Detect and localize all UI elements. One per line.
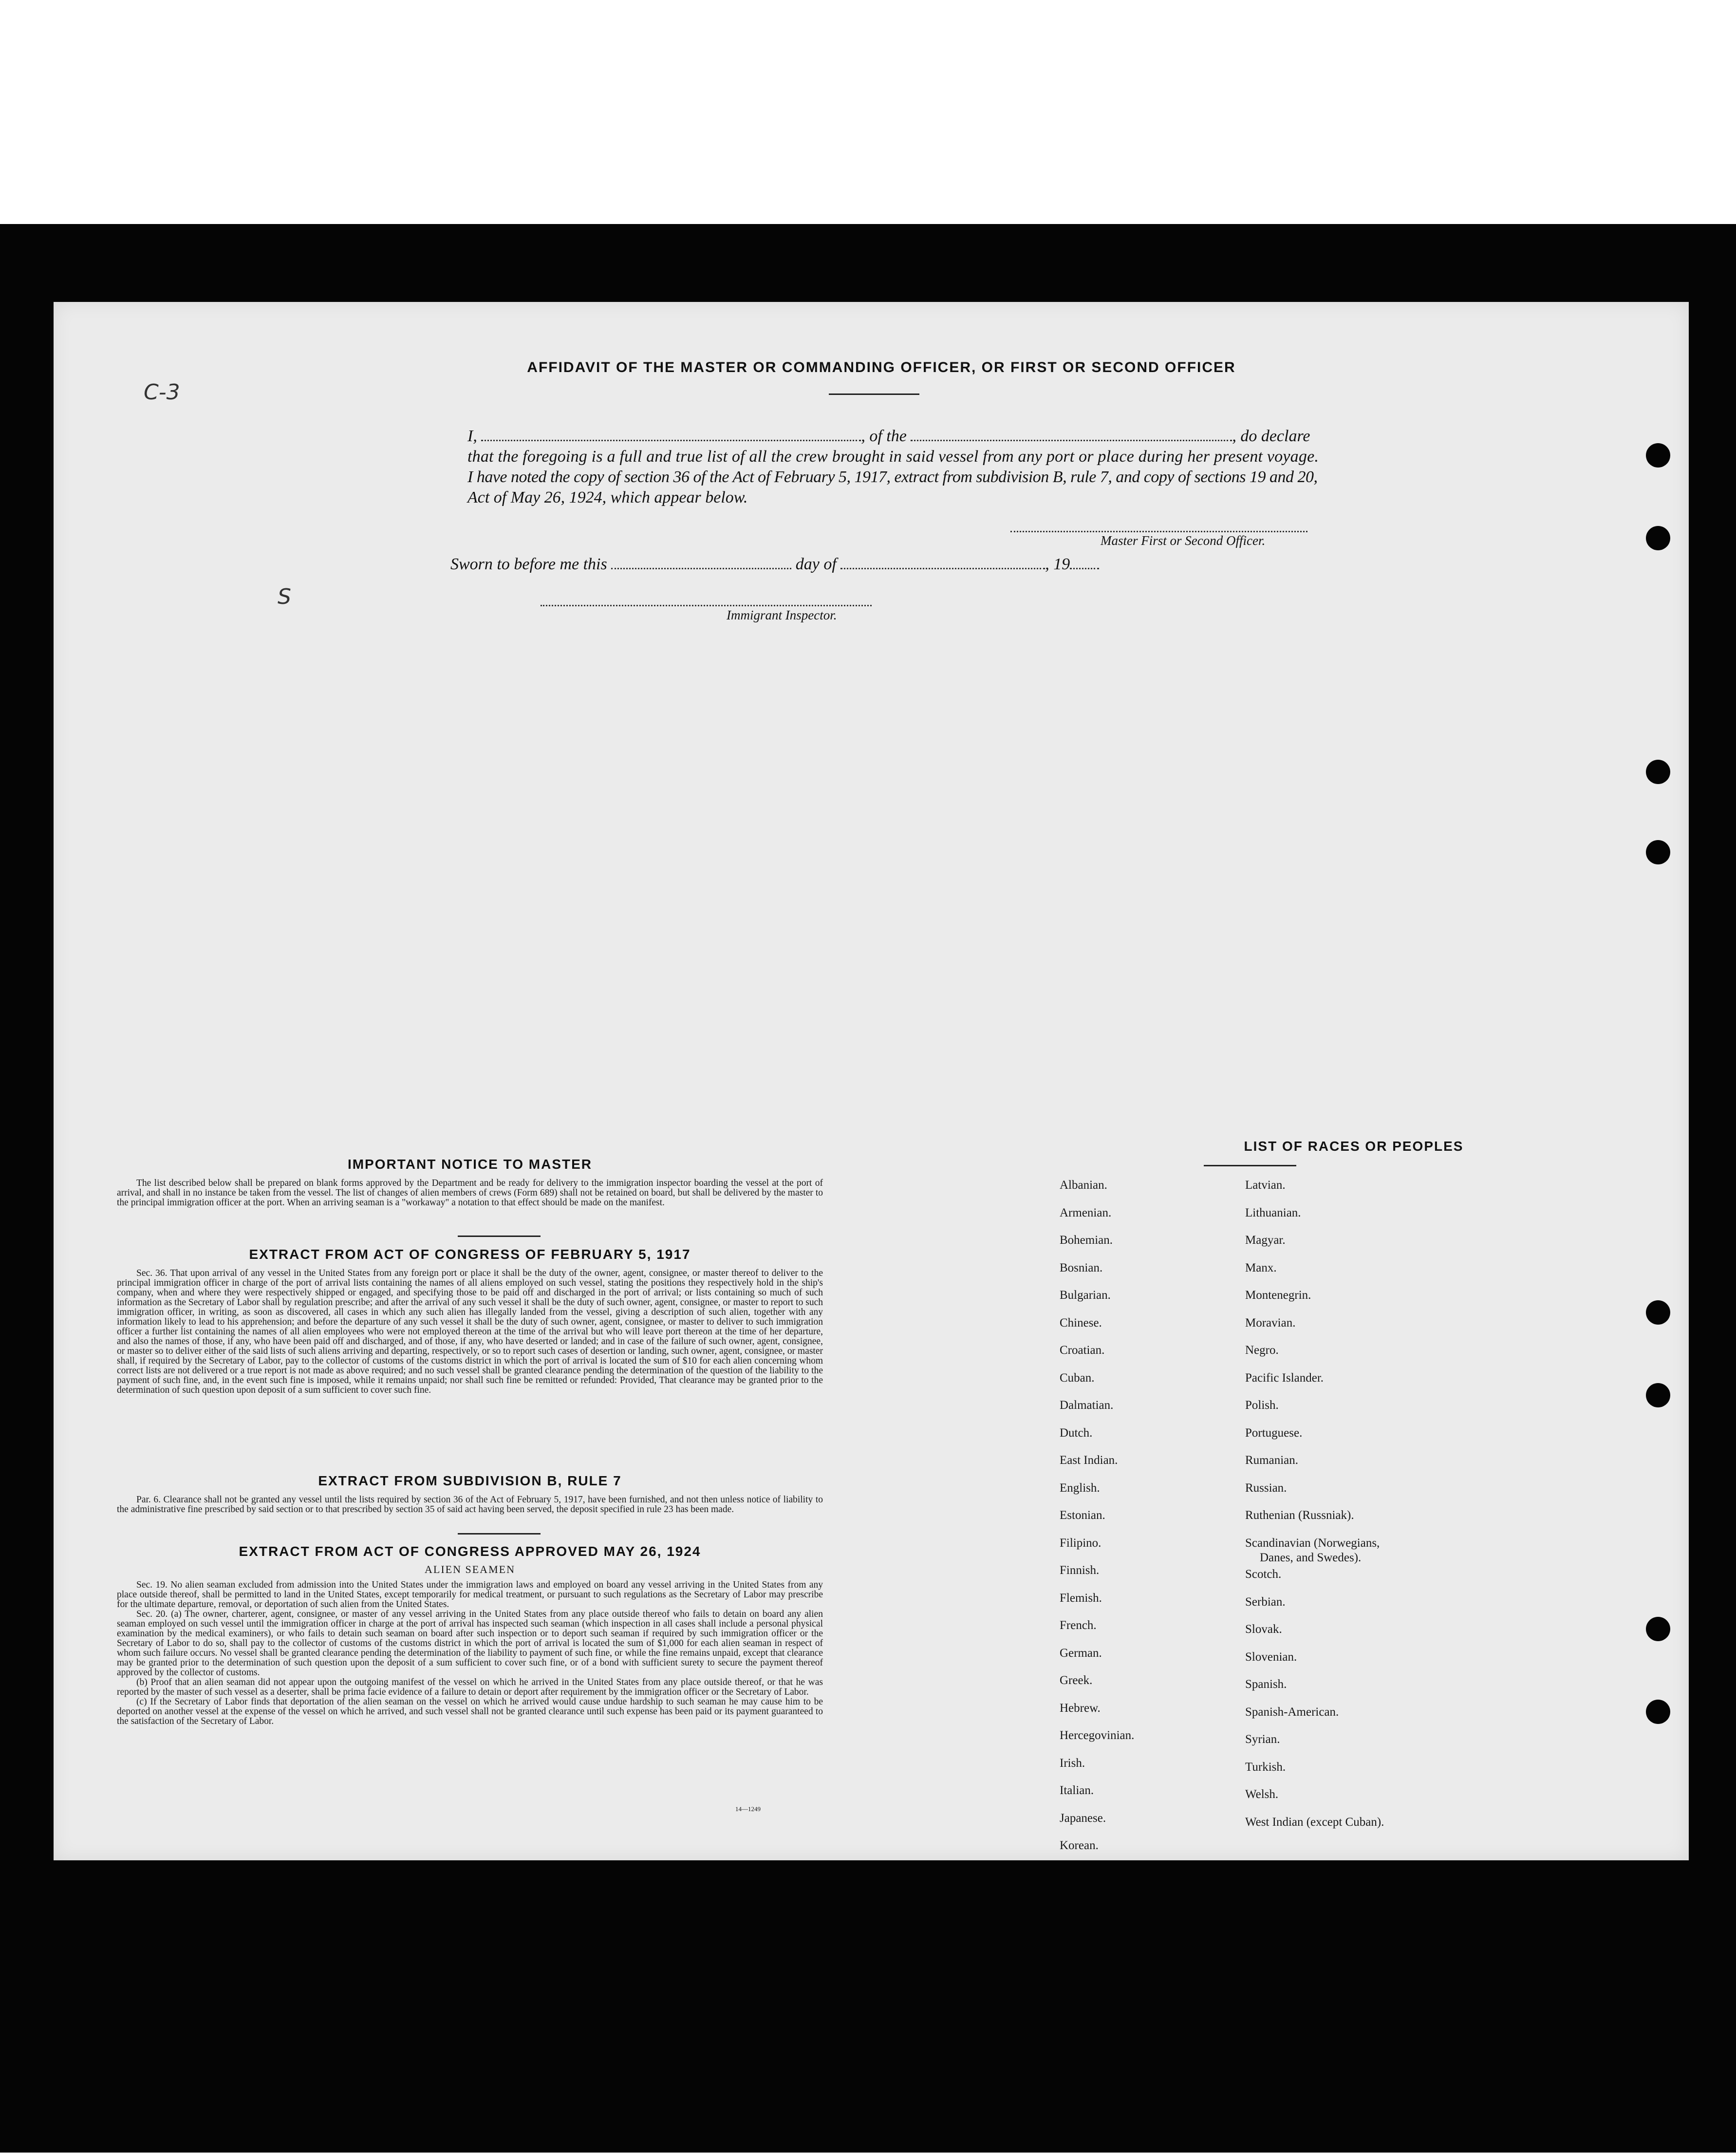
race-item: Ruthenian (Russniak).	[1245, 1509, 1354, 1522]
race-item: English.	[1060, 1481, 1100, 1495]
race-item: Moravian.	[1245, 1316, 1296, 1329]
master-name-field[interactable]	[481, 427, 861, 441]
race-item: Japanese.	[1060, 1811, 1106, 1825]
sworn-line	[450, 555, 1099, 574]
race-item: Flemish.	[1060, 1591, 1102, 1605]
notice-title: IMPORTANT NOTICE TO MASTER	[347, 1157, 593, 1172]
inspector-signature-label: Immigrant Inspector.	[727, 608, 837, 622]
race-item: Chinese.	[1060, 1316, 1102, 1329]
race-item: German.	[1060, 1646, 1102, 1660]
race-item: Latvian.	[1245, 1179, 1286, 1192]
race-item: Scotch.	[1245, 1568, 1282, 1581]
race-item: East Indian.	[1060, 1454, 1118, 1467]
race-item: Montenegrin.	[1245, 1289, 1311, 1302]
race-item: French.	[1060, 1619, 1097, 1632]
act-1924-body	[117, 1580, 823, 1726]
document-page	[54, 302, 1689, 1860]
race-item: Hebrew.	[1060, 1701, 1101, 1715]
act-1924-sec20c: (c) If the Secretary of Labor finds that deportation of the alien seaman on the vessel on which he arrived would cause undue hardship to such seaman he may cause him to be deported on another vessel at the expense of the vessel on which he arrived, and such vessel shall not be granted clearance until such expense has been paid or its payment guaranteed to the satisfaction of the Secretary of Labor.	[117, 1697, 823, 1726]
race-item: Portuguese.	[1245, 1426, 1303, 1440]
race-item: Manx.	[1245, 1261, 1277, 1274]
race-item: Syrian.	[1245, 1733, 1280, 1746]
handwritten-note-top-left: C-3	[144, 380, 180, 405]
sworn-day-of-label: day of	[795, 555, 837, 573]
affidavit-title-rule	[829, 393, 919, 395]
race-item: Hercegovinian.	[1060, 1729, 1135, 1742]
race-item: Bohemian.	[1060, 1234, 1113, 1247]
punch-hole	[1646, 1700, 1670, 1724]
races-title-rule	[1204, 1165, 1296, 1166]
act-1917-sec36: Sec. 36. That upon arrival of any vessel in the United States from any foreign port or place it shall be the duty of the owner, agent, consignee, or master thereof to deliver to the principal immigration officer in charge of the port of arrival lists containing the names of all aliens employed on such vessel, stating the positions they respectively hold in the ship's company, when and where they were respectively shipped or engaged, and specifying those to be paid off and discharged in the port of arrival; or lists containing so much of such information as the Secretary of Labor shall by regulation prescribe; and after the arrival of any such vessel it shall be the duty of such owner, agent, consignee, or master to report to such immigration officer, in writing, as soon as discovered, all cases in which any such alien has illegally landed from the vessel, giving a description of such alien, together with any information likely to lead to his apprehension; and before the departure of any such vessel it shall be the duty of such owner, agent, consignee, or master to deliver to such immigration officer a further list containing the names of all alien employees who were not employed thereon at the time of the arrival but who will leave port thereon at the time of her departure, and also the names of those, if any, who have been paid off and discharged, and of those, if any, who have deserted or landed; and in case of the failure of such owner, agent, consignee, or master so to deliver either of the said lists of such aliens arriving and departing, respectively, or so to report such cases of desertion or landing, such owner, agent, consignee, or master shall, if required by the Secretary of Labor, pay to the collector of customs of the customs district in which the port of arrival is located the sum of $10 for each alien concerning whom correct lists are not delivered or a true report is not made as above required; and no such vessel shall be granted clearance pending the determination of the question of the liability to the payment of such fine, and, in the event such fine is imposed, while it remains unpaid; nor shall such fine be remitted or refunded: Provided, That clearance may be granted prior to the determination of such question upon deposit of a sum sufficient to cover such fine.	[117, 1268, 823, 1395]
master-signature-label: Master First or Second Officer.	[1101, 533, 1266, 548]
punch-hole	[1646, 443, 1670, 468]
race-item: Finnish.	[1060, 1564, 1100, 1577]
affidavit-title: AFFIDAVIT OF THE MASTER OR COMMANDING OFFICER, OR FIRST OR SECOND OFFICER	[527, 359, 1236, 375]
act-1917-title: EXTRACT FROM ACT OF CONGRESS OF FEBRUARY 5, 1917	[249, 1247, 691, 1262]
affidavit-line-4: Act of May 26, 1924, which appear below.	[467, 488, 748, 506]
affidavit-line-2: that the foregoing is a full and true list of all the crew brought in said vessel from any port or place during her present voyage.	[467, 448, 1319, 466]
race-item: Spanish.	[1245, 1678, 1287, 1691]
sworn-day-field[interactable]	[611, 555, 791, 569]
sworn-label: Sworn to before me this	[450, 555, 607, 573]
race-item: Croatian.	[1060, 1344, 1105, 1357]
race-item: Rumanian.	[1245, 1454, 1299, 1467]
vessel-name-field[interactable]	[911, 427, 1232, 441]
race-item: Dutch.	[1060, 1426, 1093, 1440]
notice-body	[117, 1179, 823, 1208]
rule-7-body	[117, 1495, 823, 1515]
race-item: Magyar.	[1245, 1234, 1286, 1247]
race-item: Lithuanian.	[1245, 1206, 1301, 1219]
master-signature-field[interactable]	[1010, 531, 1307, 532]
handwritten-margin-mark: S	[278, 584, 291, 609]
races-right-column	[1245, 1179, 1498, 1829]
affidavit-do-declare: , do declare	[1232, 427, 1310, 445]
affidavit-line-3: I have noted the copy of section 36 of the Act of February 5, 1917, extract from subdivision B, rule 7, and copy of sections 19 and 20,	[467, 468, 1318, 486]
affidavit-body	[467, 426, 1383, 508]
race-item: Pacific Islander.	[1245, 1371, 1324, 1385]
races-left-column	[1060, 1179, 1245, 1852]
race-item: Greek.	[1060, 1674, 1093, 1687]
act-1924-sec20b: (b) Proof that an alien seaman did not appear upon the outgoing manifest of the vessel on which he arrived in the United States from any place outside thereof, or that he was reported by the master of such vessel as a deserter, shall be prima facie evidence of a failure to detain or deport after requirement by the immigration officer or the Secretary of Labor.	[117, 1677, 823, 1697]
race-item: Italian.	[1060, 1784, 1094, 1797]
punch-hole	[1646, 840, 1670, 864]
act-1924-sec20a: Sec. 20. (a) The owner, charterer, agent, consignee, or master of any vessel arriving in the United States from any place outside thereof who fails to detain on board any alien seaman employed on such vessel until the immigration officer in charge at the port of arrival has inspected such seaman (which inspection in all cases shall include a personal physical examination by the medical examiners), or who fails to detain such seaman on board after such inspection or to deport such seaman if required by such immigration officer or the Secretary of Labor to do so, shall pay to the collector of customs of the customs district in which the port of arrival is located the sum of $1,000 for each alien seaman in respect of whom such failure occurs. No vessel shall be granted clearance pending the determination of the liability to payment of such fine, or while the fine remains unpaid, except that clearance may be granted prior to the determination of such question upon the deposit of a sum sufficient to cover such fine, or of a bond with sufficient surety to secure the payment thereof approved by the collector of customs.	[117, 1609, 823, 1678]
race-item: Spanish-American.	[1245, 1705, 1339, 1719]
race-item: Negro.	[1245, 1344, 1279, 1357]
race-item: Filipino.	[1060, 1536, 1101, 1550]
sworn-month-field[interactable]	[840, 555, 1045, 569]
punch-hole	[1646, 1300, 1670, 1325]
rule-7-par6: Par. 6. Clearance shall not be granted any vessel until the lists required by section 36 of the Act of February 5, 1917, have been furnished, and not then unless notice of liability to the administrative fine prescribed by said section or to that prescribed by section 35 of said act having been served, the deposit specified in rule 23 has been made.	[117, 1495, 823, 1515]
rule-7-title: EXTRACT FROM SUBDIVISION B, RULE 7	[318, 1473, 622, 1488]
sworn-year-field[interactable]	[1070, 555, 1099, 569]
races-title: LIST OF RACES OR PEOPLES	[1244, 1139, 1464, 1154]
race-item: West Indian (except Cuban).	[1245, 1815, 1384, 1829]
race-item: Bosnian.	[1060, 1261, 1103, 1274]
race-item: Armenian.	[1060, 1206, 1112, 1219]
act-1924-sec19: Sec. 19. No alien seaman excluded from admission into the United States under the immigration laws and employed on board any vessel arriving in the United States from any place outside thereof, shall be permitted to land in the United States, except temporarily for medical treatment, or pursuant to such regulations as the Secretary of Labor may prescribe for the ultimate departure, removal, or deportation of such alien from the United States.	[117, 1580, 823, 1610]
race-item: Cuban.	[1060, 1371, 1095, 1385]
act-1924-title: EXTRACT FROM ACT OF CONGRESS APPROVED MAY 26, 1924	[239, 1544, 701, 1559]
punch-hole	[1646, 760, 1670, 784]
race-item: Estonian.	[1060, 1509, 1105, 1522]
race-item: Danes, and Swedes).	[1260, 1551, 1362, 1564]
form-number: 14—1249	[735, 1805, 761, 1813]
notice-rule	[458, 1236, 541, 1237]
rule-7-rule	[458, 1533, 541, 1535]
race-item: Serbian.	[1245, 1595, 1286, 1609]
race-item: Scandinavian (Norwegians,	[1245, 1536, 1380, 1550]
sworn-year-label: , 19	[1045, 555, 1070, 573]
race-item: Albanian.	[1060, 1179, 1107, 1192]
race-item: Bulgarian.	[1060, 1289, 1111, 1302]
race-item: Korean.	[1060, 1839, 1099, 1852]
race-item: Slovak.	[1245, 1623, 1282, 1636]
inspector-signature-field[interactable]	[541, 605, 872, 606]
punch-hole	[1646, 1617, 1670, 1641]
act-1917-body	[117, 1269, 823, 1395]
race-item: Slovenian.	[1245, 1650, 1297, 1664]
punch-hole	[1646, 1383, 1670, 1407]
affidavit-i: I,	[467, 427, 477, 445]
race-item: Turkish.	[1245, 1760, 1286, 1774]
punch-hole	[1646, 526, 1670, 550]
race-item: Russian.	[1245, 1481, 1287, 1495]
notice-text: The list described below shall be prepared on blank forms approved by the Department and be ready for delivery to the immigration inspector boarding the vessel at the port of arrival, and shall in no instance be taken from the vessel. The list of changes of alien members of crews (Form 689) shall not be retained on board, but shall be delivered by the master to the principal immigration officer at the port. When an arriving seaman is a "workaway" a notation to that effect should be made on the manifest.	[117, 1178, 823, 1208]
race-item: Welsh.	[1245, 1788, 1279, 1801]
race-item: Polish.	[1245, 1399, 1279, 1412]
affidavit-line-1	[467, 426, 1383, 447]
race-item: Irish.	[1060, 1756, 1085, 1770]
act-1924-subtitle: ALIEN SEAMEN	[425, 1563, 515, 1575]
race-item: Dalmatian.	[1060, 1399, 1114, 1412]
affidavit-of-the: , of the	[861, 427, 907, 445]
